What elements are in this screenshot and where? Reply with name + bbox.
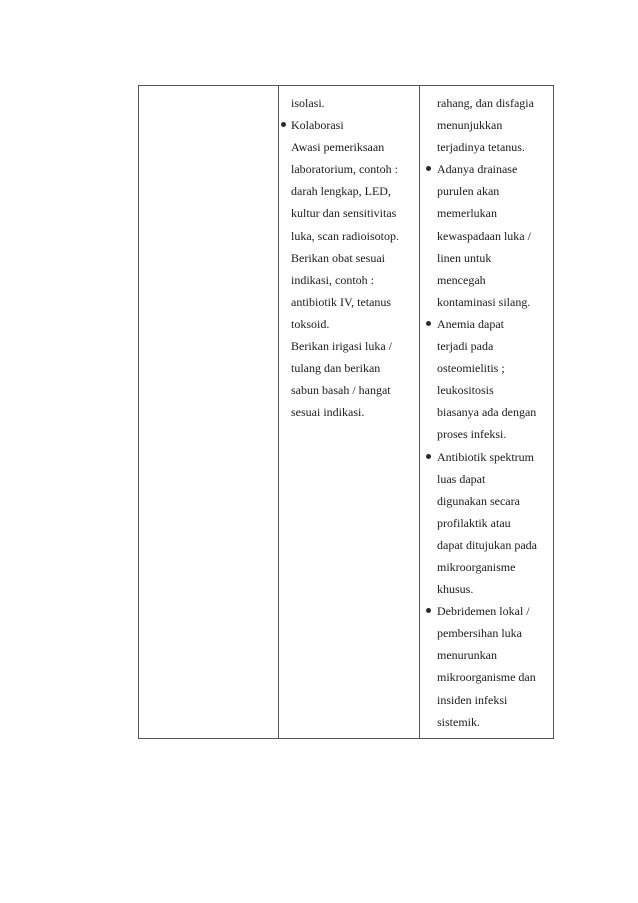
line-text: tulang dan berikan bbox=[291, 361, 381, 376]
text-line bbox=[279, 180, 419, 202]
text-line bbox=[279, 269, 419, 291]
text-line bbox=[420, 202, 553, 224]
text-line bbox=[279, 92, 419, 114]
line-text: mencegah bbox=[437, 272, 486, 287]
line-text: purulen akan bbox=[437, 184, 500, 199]
text-line bbox=[279, 401, 419, 423]
line-text: osteomielitis ; bbox=[437, 361, 505, 376]
rationale-cell bbox=[420, 86, 554, 739]
text-line bbox=[279, 313, 419, 335]
intervention-lines bbox=[279, 92, 419, 423]
line-text: isolasi. bbox=[291, 96, 325, 110]
bullet-list-item bbox=[420, 313, 553, 335]
text-line bbox=[420, 468, 553, 490]
text-line bbox=[279, 335, 419, 357]
text-line bbox=[420, 114, 553, 136]
text-line bbox=[420, 291, 553, 313]
line-text: Debridemen lokal / bbox=[437, 604, 530, 619]
line-text: luas dapat bbox=[437, 471, 486, 486]
text-line bbox=[420, 711, 553, 733]
text-line bbox=[279, 136, 419, 158]
text-line bbox=[420, 666, 553, 688]
line-text: insiden infeksi bbox=[437, 692, 508, 707]
text-line bbox=[420, 379, 553, 401]
line-text: dapat ditujukan pada bbox=[437, 537, 537, 552]
text-line bbox=[420, 622, 553, 644]
text-line bbox=[420, 247, 553, 269]
text-line bbox=[420, 556, 553, 578]
text-line bbox=[279, 357, 419, 379]
bullet-list-item bbox=[420, 600, 553, 622]
text-line bbox=[420, 490, 553, 512]
text-line bbox=[420, 578, 553, 600]
line-text: Antibiotik spektrum bbox=[437, 449, 534, 464]
line-text: luka, scan radioisotop. bbox=[291, 228, 399, 243]
text-line bbox=[279, 158, 419, 180]
text-line bbox=[420, 644, 553, 666]
line-text: kontaminasi silang. bbox=[437, 294, 531, 309]
line-text: kultur dan sensitivitas bbox=[291, 206, 397, 221]
line-text: indikasi, contoh : bbox=[291, 272, 374, 287]
text-line bbox=[420, 534, 553, 556]
line-text: antibiotik IV, tetanus bbox=[291, 294, 392, 309]
bullet-dot-icon bbox=[281, 122, 286, 127]
table-row bbox=[139, 86, 554, 739]
line-text: Berikan obat sesuai bbox=[291, 250, 385, 265]
line-text: laboratorium, contoh : bbox=[291, 162, 398, 177]
line-text: terjadinya tetanus. bbox=[437, 140, 525, 155]
text-line bbox=[420, 92, 553, 114]
line-text: Berikan irigasi luka / bbox=[291, 339, 392, 354]
text-line bbox=[420, 180, 553, 202]
bullet-dot-icon bbox=[426, 321, 431, 326]
text-line bbox=[420, 512, 553, 534]
line-text: rahang, dan disfagia bbox=[437, 96, 534, 110]
bullet-list-item bbox=[420, 158, 553, 180]
line-text: mikroorganisme bbox=[437, 559, 516, 574]
line-text: menunjukkan bbox=[437, 118, 503, 133]
line-text: profilaktik atau bbox=[437, 515, 511, 530]
line-text: kewaspadaan luka / bbox=[437, 228, 531, 243]
text-line bbox=[420, 269, 553, 291]
text-line bbox=[279, 291, 419, 313]
line-text: linen untuk bbox=[437, 250, 492, 265]
text-line bbox=[420, 401, 553, 423]
line-text: khusus. bbox=[437, 582, 474, 597]
bullet-list-item bbox=[279, 114, 419, 136]
line-text: Adanya drainase bbox=[437, 162, 518, 177]
intervention-cell bbox=[279, 86, 420, 739]
line-text: darah lengkap, LED, bbox=[291, 184, 391, 199]
text-line bbox=[279, 225, 419, 247]
line-text: sabun basah / hangat bbox=[291, 383, 391, 398]
text-line bbox=[279, 379, 419, 401]
text-line bbox=[420, 689, 553, 711]
text-line bbox=[279, 202, 419, 224]
line-text: menurunkan bbox=[437, 648, 497, 663]
nursing-care-table bbox=[138, 85, 554, 739]
rationale-lines bbox=[420, 92, 553, 733]
line-text: sistemik. bbox=[437, 714, 481, 729]
text-line bbox=[420, 136, 553, 158]
line-text: proses infeksi. bbox=[437, 427, 507, 442]
line-text: terjadi pada bbox=[437, 339, 494, 354]
bullet-list-item bbox=[420, 446, 553, 468]
bullet-dot-icon bbox=[426, 166, 431, 171]
bullet-dot-icon bbox=[426, 454, 431, 459]
text-line bbox=[420, 423, 553, 445]
line-text: digunakan secara bbox=[437, 493, 520, 508]
text-line bbox=[420, 357, 553, 379]
line-text: Kolaborasi bbox=[291, 118, 344, 133]
line-text: memerlukan bbox=[437, 206, 497, 221]
line-text: pembersihan luka bbox=[437, 626, 522, 641]
line-text: biasanya ada dengan bbox=[437, 405, 537, 420]
line-text: Anemia dapat bbox=[437, 316, 504, 331]
line-text: Awasi pemeriksaan bbox=[291, 140, 385, 155]
line-text: leukositosis bbox=[437, 383, 494, 398]
bullet-dot-icon bbox=[426, 608, 431, 613]
diagnosis-cell bbox=[139, 86, 279, 739]
line-text: toksoid. bbox=[291, 316, 330, 331]
text-line bbox=[420, 335, 553, 357]
text-line bbox=[420, 225, 553, 247]
text-line bbox=[279, 247, 419, 269]
line-text: mikroorganisme dan bbox=[437, 670, 536, 685]
line-text: sesuai indikasi. bbox=[291, 405, 365, 420]
